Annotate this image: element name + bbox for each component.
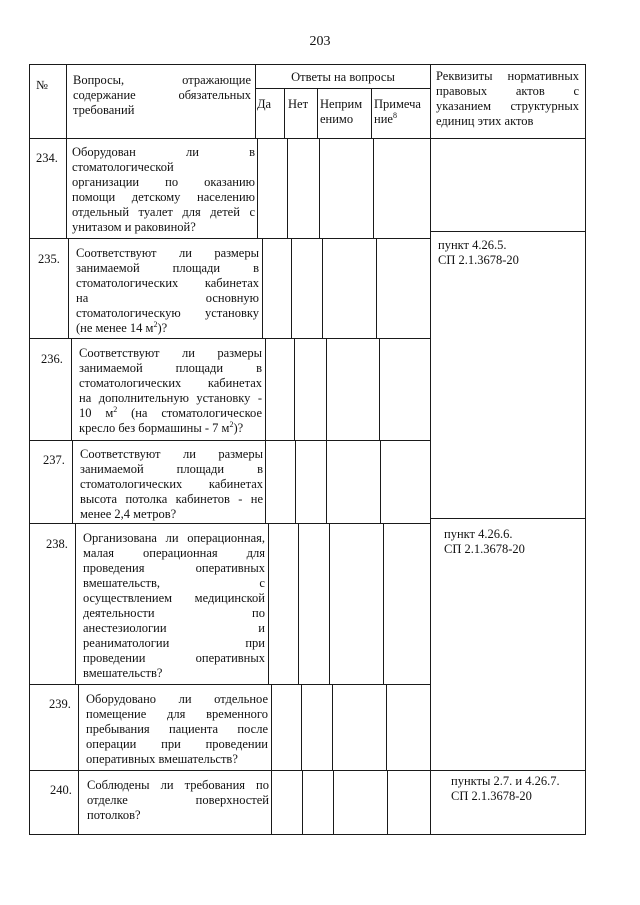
grid-line <box>295 440 296 523</box>
grid-line <box>78 684 79 770</box>
question-line: занимаемой площади в <box>76 261 259 275</box>
question-line: деятельности по <box>83 606 265 620</box>
grid-line <box>29 834 586 835</box>
grid-line <box>257 138 258 238</box>
grid-line <box>379 338 380 440</box>
grid-line <box>262 238 263 338</box>
grid-line <box>284 88 285 139</box>
header-note-line: ние$^8$ <box>374 110 397 126</box>
grid-line <box>298 523 299 684</box>
header-question-line: требований <box>73 103 135 117</box>
reference-line: СП 2.1.3678-20 <box>444 542 525 556</box>
grid-line <box>302 770 303 834</box>
row-number: 240. <box>50 783 72 797</box>
header-answers: Ответы на вопросы <box>291 70 395 84</box>
grid-line <box>387 770 388 834</box>
grid-line <box>430 64 431 835</box>
header-num: № <box>36 78 48 92</box>
grid-line <box>29 770 586 771</box>
header-req-line: правовых актов с <box>436 84 579 98</box>
question-line: стоматологических кабинетах <box>80 477 263 491</box>
question-line: вмешательств? <box>83 666 163 680</box>
question-line: занимаемой площади в <box>79 361 262 375</box>
grid-line <box>29 523 431 524</box>
grid-line <box>317 88 318 139</box>
question-line: кресло без бормашины - 7 $м^2$)? <box>79 419 244 435</box>
question-line: Соблюдены ли требования по <box>87 778 269 792</box>
question-line: осуществлением медицинской <box>83 591 265 605</box>
grid-line <box>373 138 374 238</box>
grid-line <box>430 231 586 232</box>
header-question-line: Вопросы, отражающие <box>73 73 251 87</box>
grid-line <box>265 440 266 523</box>
grid-line <box>75 523 76 684</box>
grid-line <box>268 523 269 684</box>
reference-line: пункт 4.26.6. <box>444 527 513 541</box>
grid-line <box>255 88 431 89</box>
row-number: 235. <box>38 252 60 266</box>
question-line: менее 2,4 метров? <box>80 507 177 521</box>
reference-line: пункты 2.7. и 4.26.7. <box>451 774 560 788</box>
question-line: помещение для временного <box>86 707 268 721</box>
header-na-line: енимо <box>320 112 354 126</box>
header-req-line: Реквизиты нормативных <box>436 69 579 83</box>
header-question-line: содержание обязательных <box>73 88 251 102</box>
question-line: на дополнительную установку - <box>79 391 262 405</box>
header-req-line: указанием структурных <box>436 99 579 113</box>
question-line: высота потолка кабинетов - не <box>80 492 263 506</box>
grid-line <box>271 770 272 834</box>
row-number: 239. <box>49 697 71 711</box>
reference-line: СП 2.1.3678-20 <box>438 253 519 267</box>
question-line: вмешательств, с <box>83 576 265 590</box>
question-line: стоматологических кабинетах <box>76 276 259 290</box>
question-line: проведения оперативных <box>83 561 265 575</box>
grid-line <box>71 338 72 440</box>
grid-line <box>287 138 288 238</box>
question-line: Соответствуют ли размеры <box>79 346 262 360</box>
question-line: отдельный туалет для детей с <box>72 205 255 219</box>
header-not-applicable <box>320 97 362 127</box>
question-line: стоматологическую установку <box>76 306 259 320</box>
grid-line <box>29 338 431 339</box>
grid-line <box>585 64 586 835</box>
question-line: унитазом и раковиной? <box>72 220 196 234</box>
question-line: организации по оказанию <box>72 175 255 189</box>
reference-line: СП 2.1.3678-20 <box>451 789 532 803</box>
grid-line <box>72 440 73 523</box>
question-line: Соответствуют ли размеры <box>80 447 263 461</box>
question-line: Оборудован ли в <box>72 145 255 159</box>
question-line: на основную <box>76 291 259 305</box>
question-line: отделке поверхностей <box>87 793 269 807</box>
question-line: анестезиологии и <box>83 621 265 635</box>
question-line: Организована ли операционная, <box>83 531 265 545</box>
grid-line <box>430 518 586 519</box>
question-line: пребывания пациента после <box>86 722 268 736</box>
question-line: (не менее 14 $м^2$)? <box>76 319 168 335</box>
grid-line <box>371 88 372 139</box>
question-line: проведении оперативных <box>83 651 265 665</box>
question-line: помощи детскому населению <box>72 190 255 204</box>
grid-line <box>301 684 302 770</box>
grid-line <box>380 440 381 523</box>
grid-line <box>319 138 320 238</box>
grid-line <box>332 684 333 770</box>
grid-line <box>29 238 431 239</box>
header-req-line: единиц этих актов <box>436 114 534 128</box>
header-no: Нет <box>288 97 309 111</box>
grid-line <box>29 64 586 65</box>
question-line: реаниматологии при <box>83 636 265 650</box>
grid-line <box>29 684 431 685</box>
footnote-mark: 8 <box>392 110 397 120</box>
row-number: 234. <box>36 151 58 165</box>
row-number: 236. <box>41 352 63 366</box>
grid-line <box>29 440 431 441</box>
grid-line <box>326 338 327 440</box>
grid-line <box>326 440 327 523</box>
question-line: операции при проведении <box>86 737 268 751</box>
question-line: Соответствуют ли размеры <box>76 246 259 260</box>
grid-line <box>265 338 266 440</box>
header-yes: Да <box>257 97 272 111</box>
grid-line <box>294 338 295 440</box>
page-number: 203 <box>309 34 331 49</box>
grid-line <box>322 238 323 338</box>
row-number: 238. <box>46 537 68 551</box>
question-line: стоматологической <box>72 160 174 174</box>
question-line: 10 $м^2$ (на стоматологическое <box>79 404 262 420</box>
row-number: 237. <box>43 453 65 467</box>
grid-line <box>271 684 272 770</box>
question-line: малая операционная для <box>83 546 265 560</box>
grid-line <box>329 523 330 684</box>
question-line: потолков? <box>87 808 141 822</box>
grid-line <box>386 684 387 770</box>
grid-line <box>78 770 79 834</box>
grid-line <box>383 523 384 684</box>
reference-line: пункт 4.26.5. <box>438 238 507 252</box>
grid-line <box>29 138 586 139</box>
grid-line <box>29 64 30 835</box>
grid-line <box>66 138 67 238</box>
header-note <box>374 97 421 127</box>
question-line: стоматологических кабинетах <box>79 376 262 390</box>
grid-line <box>66 64 67 139</box>
header-na-line: Неприм <box>320 97 363 111</box>
grid-line <box>68 238 69 338</box>
grid-line <box>333 770 334 834</box>
question-line: оперативных вмешательств? <box>86 752 238 766</box>
grid-line <box>291 238 292 338</box>
header-note-line: Примеча <box>374 97 421 111</box>
question-line: занимаемой площади в <box>80 462 263 476</box>
grid-line <box>376 238 377 338</box>
question-line: Оборудовано ли отдельное <box>86 692 268 706</box>
